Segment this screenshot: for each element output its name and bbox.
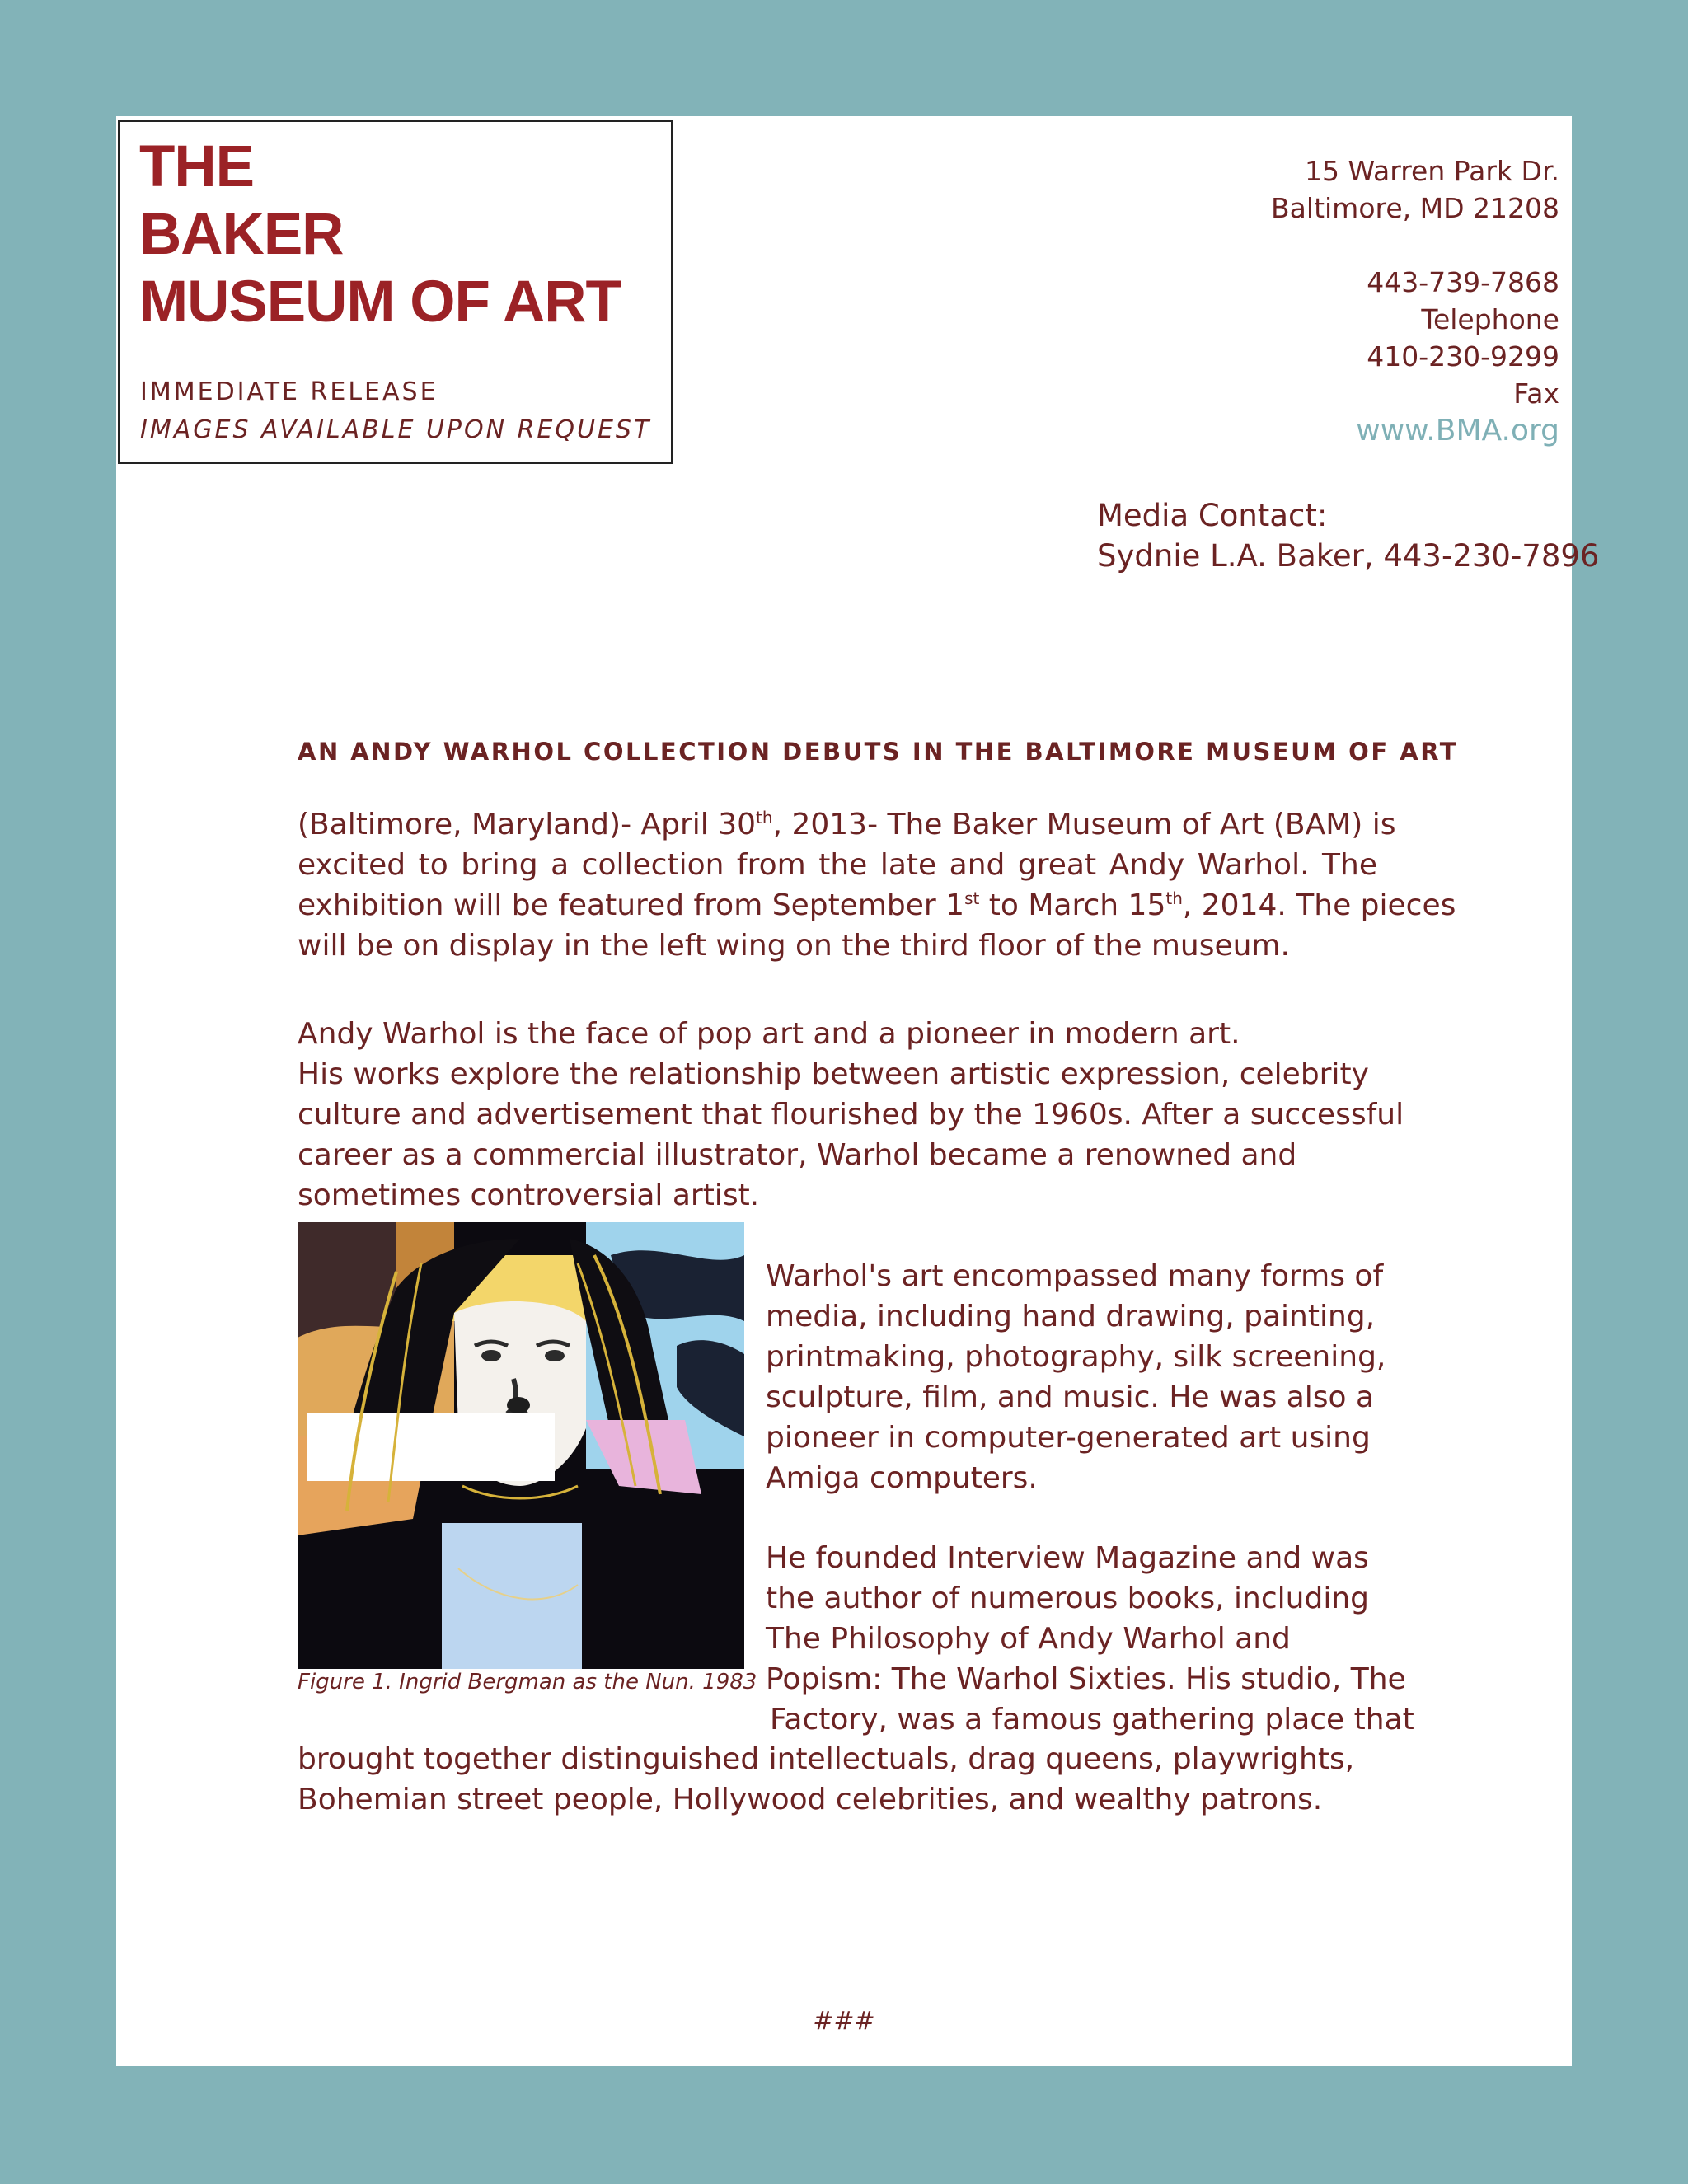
paragraph-line: will be on display in the left wing on the third floor of the museum.	[298, 929, 1290, 963]
figure-caption: Figure 1. Ingrid Bergman as the Nun. 1983	[298, 1670, 757, 1694]
paragraph-line: Andy Warhol is the face of pop art and a pioneer in modern art.	[298, 1017, 1240, 1051]
address-line-1: 15 Warren Park Dr.	[1304, 155, 1559, 187]
paragraph-line: (Baltimore, Maryland)- April 30th, 2013- The Baker Museum of Art (BAM) is	[298, 808, 1396, 841]
paragraph-media	[766, 1256, 1392, 1498]
paragraph-line: Factory, was a famous gathering place that	[770, 1703, 1414, 1736]
paragraph-intro	[298, 804, 1456, 966]
paragraph-line: the author of numerous books, including	[766, 1582, 1369, 1615]
paragraph-line: His works explore the relationship between artistic expression, celebrity	[298, 1057, 1369, 1091]
paragraph-line: pioneer in computer-generated art using	[766, 1421, 1371, 1455]
release-line: IMMEDIATE RELEASE	[140, 377, 438, 406]
release-info	[140, 373, 651, 449]
media-contact-label: Media Contact:	[1097, 498, 1328, 533]
paragraph-line: The Philosophy of Andy Warhol and	[766, 1622, 1291, 1656]
paragraph-line: Amiga computers.	[766, 1461, 1038, 1495]
paragraph-line: printmaking, photography, silk screening,	[766, 1340, 1386, 1374]
paragraph-line: career as a commercial illustrator, Warhol became a renowned and	[298, 1138, 1297, 1172]
headline: AN ANDY WARHOL COLLECTION DEBUTS IN THE BALTIMORE MUSEUM OF ART	[298, 738, 1458, 766]
paragraph-line: He founded Interview Magazine and was	[766, 1541, 1369, 1575]
paragraph-line: Bohemian street people, Hollywood celebrities, and wealthy patrons.	[298, 1783, 1323, 1816]
paragraph-line: sometimes controversial artist.	[298, 1179, 760, 1212]
artwork-illustration	[298, 1222, 744, 1669]
fax-label: Fax	[1513, 377, 1559, 410]
paragraph-line: Popism: The Warhol Sixties. His studio, The	[766, 1662, 1406, 1696]
media-contact-person: Sydnie L.A. Baker, 443-230-7896	[1097, 538, 1600, 574]
end-mark: ###	[813, 2007, 875, 2036]
paragraph-line: excited to bring a collection from the late and great Andy Warhol. The	[298, 848, 1377, 882]
paragraph-line: culture and advertisement that flourished by the 1960s. After a successful	[298, 1098, 1404, 1132]
media-contact	[1097, 495, 1599, 576]
images-line: IMAGES AVAILABLE UPON REQUEST	[140, 415, 652, 444]
telephone-number: 443-739-7868	[1367, 266, 1559, 298]
paragraph-interview	[766, 1538, 1414, 1740]
museum-name-line: BAKER	[139, 202, 344, 267]
telephone-label: Telephone	[1421, 303, 1559, 335]
paragraph-line: brought together distinguished intellectuals, drag queens, playwrights,	[298, 1742, 1355, 1776]
museum-name-line: THE	[139, 134, 254, 199]
paragraph-bio	[298, 1014, 1404, 1216]
museum-name	[139, 134, 621, 336]
paragraph-line: media, including hand drawing, painting,	[766, 1300, 1376, 1333]
museum-title-box	[118, 120, 673, 464]
website-link[interactable]: www.BMA.org	[1356, 414, 1559, 448]
paragraph-line: Warhol's art encompassed many forms of	[766, 1259, 1384, 1293]
museum-name-line: MUSEUM OF ART	[139, 269, 621, 335]
address-line-2: Baltimore, MD 21208	[1271, 192, 1559, 224]
paragraph-interview-continued	[298, 1739, 1354, 1820]
contact-block	[1271, 152, 1559, 449]
fax-number: 410-230-9299	[1367, 340, 1559, 373]
paragraph-line: exhibition will be featured from September 1st to March 15th, 2014. The pieces	[298, 888, 1456, 922]
paragraph-line: sculpture, film, and music. He was also a	[766, 1380, 1375, 1414]
artwork-image	[298, 1222, 744, 1669]
